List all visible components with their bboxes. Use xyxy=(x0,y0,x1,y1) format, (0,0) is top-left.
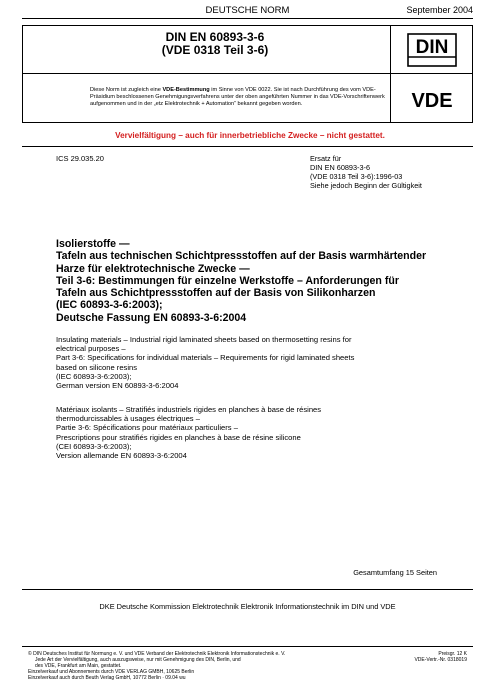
title-fr-line: Matériaux isolants – Stratifiés industriels rigides en planches à base de résines xyxy=(56,405,322,414)
notice-bold: VDE-Bestimmung xyxy=(162,87,210,93)
price-group: Preisgr. 12 K xyxy=(438,651,467,657)
standard-number: DIN EN 60893-3-6 xyxy=(165,30,265,44)
dke-rule xyxy=(22,589,473,590)
footer-copyright xyxy=(28,651,368,681)
title-fr-line: (CEI 60893-3-6:2003); xyxy=(56,441,132,451)
title-de-line: Teil 3-6: Bestimmungen für einzelne Werkstoffe – Anforderungen für xyxy=(56,274,399,287)
title-de-line: Tafeln aus Schichtpressstoffen auf der Basis von Silikonharzen xyxy=(56,287,376,300)
title-de-line: Tafeln aus technischen Schichtpressstoffen auf der Basis warmhärtender xyxy=(56,250,427,263)
din-logo-text: DIN xyxy=(415,37,449,58)
notice-prefix: Diese Norm ist zugleich eine xyxy=(90,87,163,93)
header-date: September 2004 xyxy=(406,5,473,15)
vde-logo xyxy=(398,88,466,112)
vde-logo-graphic xyxy=(398,88,466,112)
title-divider-h xyxy=(22,73,473,74)
title-german xyxy=(56,238,476,324)
replacement-line: (VDE 0318 Teil 3-6):1996-03 xyxy=(310,172,403,181)
title-de-line: Isolierstoffe — xyxy=(56,238,130,250)
din-logo xyxy=(407,33,457,67)
title-de-line: Deutsche Fassung EN 60893-3-6:2004 xyxy=(56,311,247,324)
title-english xyxy=(56,335,466,390)
vde-logo-text: VDE xyxy=(411,90,453,112)
title-de-line: Harze für elektrotechnische Zwecke — xyxy=(56,262,250,275)
replacement-info xyxy=(310,154,422,190)
footer-line: Einzelverkauf auch durch Beuth Verlag GmbH, 10772 Berlin · 09.04 wu xyxy=(28,675,186,681)
title-en-line: German version EN 60893-3-6:2004 xyxy=(56,381,179,391)
header-standard-type: DEUTSCHE NORM xyxy=(205,5,290,16)
footer-rule xyxy=(22,646,473,647)
header-rule xyxy=(22,18,473,19)
dke-commission: DKE Deutsche Kommission Elektrotechnik Elektronik Informationstechnik im DIN und VDE xyxy=(99,602,396,611)
title-fr-line: Prescriptions pour stratifiés rigides en planches à base de résine silicone xyxy=(56,432,301,442)
title-en-line: electrical purposes – xyxy=(56,344,126,354)
title-en-line: Insulating materials – Industrial rigid laminated sheets based on thermosetting resins for xyxy=(56,335,352,344)
footer-line: des VDE, Frankfurt am Main, gestattet. xyxy=(35,663,122,669)
title-fr-line: thermodurcissables à usages électriques – xyxy=(56,414,200,424)
reproduction-warning: Vervielfältigung – auch für innerbetriebliche Zwecke – nicht gestattet. xyxy=(115,131,385,140)
ics-code: ICS 29.035.20 xyxy=(56,154,104,163)
title-de-line: (IEC 60893-3-6:2003); xyxy=(56,299,163,312)
standard-number-block xyxy=(40,31,390,57)
warning-rule xyxy=(22,146,473,147)
din-logo-graphic xyxy=(407,33,457,67)
footer-line: Einzelverkauf und Abonnements durch VDE VERLAG GMBH, 10625 Berlin xyxy=(28,669,195,675)
title-french xyxy=(56,405,466,460)
title-en-line: (IEC 60893-3-6:2003); xyxy=(56,371,132,381)
replacement-line: DIN EN 60893-3-6 xyxy=(310,163,371,172)
title-en-line: based on silicone resins xyxy=(56,362,138,372)
replacement-line: Siehe jedoch Beginn der Gültigkeit xyxy=(310,181,422,190)
total-pages: Gesamtumfang 15 Seiten xyxy=(353,568,437,577)
footer-line: © DIN Deutsches Institut für Normung e. V. und VDE Verband der Elektrotechnik Elektronik Informationstechnik e. V. xyxy=(28,651,286,657)
title-fr-line: Partie 3-6: Spécifications pour matériaux particuliers – xyxy=(56,423,238,433)
vde-classification: (VDE 0318 Teil 3-6) xyxy=(161,43,269,57)
footer-price xyxy=(414,651,467,663)
title-en-line: Part 3-6: Specifications for individual materials – Requirements for rigid laminated sheets xyxy=(56,353,355,363)
notice-rest: im Sinne von VDE 0022. Sie ist nach Durchführung des vom VDE-Präsidium beschlossenen Genehmigungsverfahrens unter der oben angeführten Nummer in das VDE-Vorschriftenwerk aufgenommen und in der „etz Elektrotechnik + Automation“ bekannt gegeben worden. xyxy=(90,87,385,107)
footer-line: Jede Art der Vervielfältigung, auch auszugsweise, nur mit Genehmigung des DIN, Berlin, und xyxy=(35,657,241,663)
replacement-line: Ersatz für xyxy=(310,154,342,163)
vde-notice xyxy=(90,87,390,108)
title-fr-line: Version allemande EN 60893-3-6:2004 xyxy=(56,451,187,461)
vde-distribution-number: VDE-Vertr.-Nr. 0318019 xyxy=(414,657,467,663)
logo-divider-v xyxy=(390,25,391,123)
